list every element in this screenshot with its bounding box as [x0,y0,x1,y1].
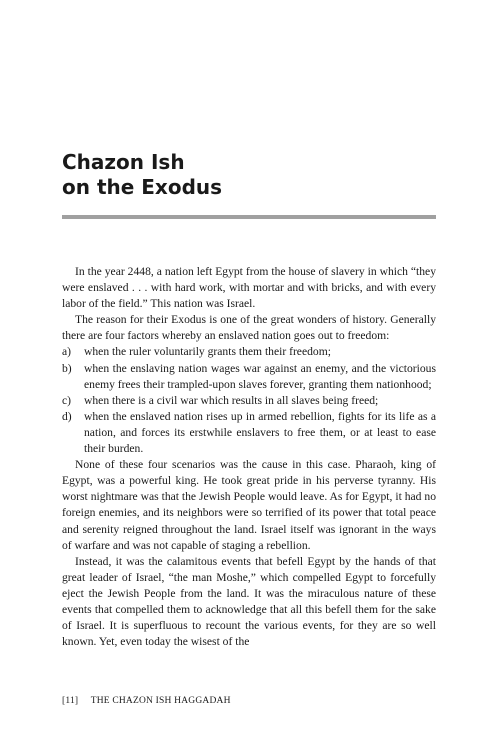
list-item-text: when the enslaved nation rises up in armed rebellion, fights for its life as a nation, and forces its erstwhile enslavers to free them, or at least to ease their burden. [84,409,436,456]
page-number: [11] [62,696,79,706]
list-marker: d) [62,409,72,423]
paragraph-2: The reason for their Exodus is one of the great wonders of history. Generally there are four factors whereby an enslaved nation goes out to freedom: [62,313,436,343]
paragraph-4: Instead, it was the calamitous events that befell Egypt by the hands of that great leader of Israel, “the man Moshe,” which compelled Egypt to forcefully eject the Jewish People from the land. It was the miraculous nature of these events that compelled them to acknowledge that all this befell them for the sake of Israel. It is superfluous to recount the various events, for they are so well known. Yet, even today the wisest of the [62,554,436,649]
running-title: THE CHAZON ISH HAGGADAH [90,696,231,706]
list-item-text: when the enslaving nation wages war against an enemy, and the victorious enemy frees their trampled-upon slaves forever, granting them nationhood; [84,361,436,391]
list-item-text: when there is a civil war which results in all slaves being freed; [84,393,379,407]
title-divider [62,215,436,219]
list-item [62,393,436,409]
chapter-title [62,150,222,200]
body-text [62,264,436,650]
list-item [62,344,436,360]
chapter-title-line-1: Chazon Ish [62,150,185,174]
paragraph-3: None of these four scenarios was the cause in this case. Pharaoh, king of Egypt, was a powerful king. He took great pride in his perverse tyranny. His worst nightmare was that the Jewish People would leave. As for Egypt, it had no foreign enemies, and its neighbors were so terrified of its power that total peace and serenity reigned throughout the land. Israel itself was ignorant in the ways of warfare and was not capable of staging a rebellion. [62,458,436,552]
list-item [62,409,436,457]
list-marker: b) [62,361,72,375]
chapter-title-line-2: on the Exodus [62,175,223,199]
factors-list [62,344,436,457]
page-footer [62,696,231,706]
list-marker: a) [62,345,72,359]
paragraph-1: In the year 2448, a nation left Egypt from the house of slavery in which “they were enslaved . . . with hard work, with mortar and with bricks, and with every labor of the field.” This nation was Israel. [62,265,436,311]
list-marker: c) [62,393,72,407]
list-item-text: when the ruler voluntarily grants them their freedom; [84,345,331,359]
list-item [62,361,436,393]
